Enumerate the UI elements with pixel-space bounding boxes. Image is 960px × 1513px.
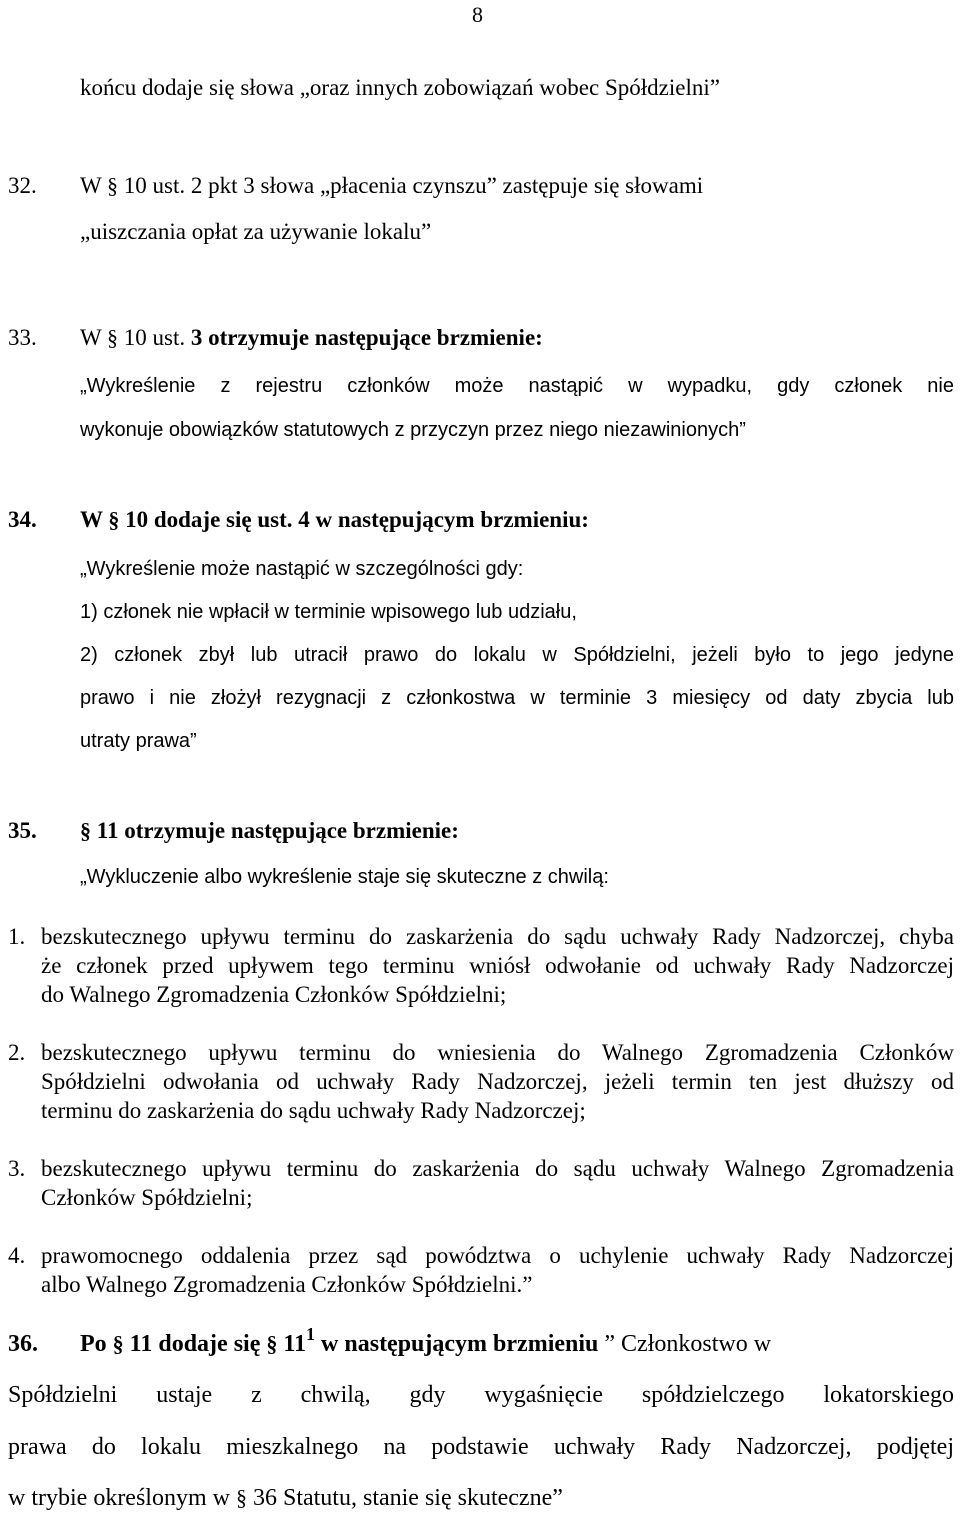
text-line: „Wykreślenie może nastąpić w szczególności gdy:	[80, 558, 524, 580]
section-sign: §	[266, 1331, 278, 1356]
text-line: 2) członek zbył lub utracił prawo do lokalu w Spółdzielni, jeżeli było to jego jedyne	[80, 644, 954, 666]
paragraph-number: 34.	[8, 507, 37, 532]
section-sign: §	[108, 507, 120, 532]
page-number: 8	[472, 2, 483, 27]
section-sign: §	[112, 1331, 124, 1356]
text-line: końcu dodaje się słowa „oraz innych zobowiązań wobec Spółdzielni”	[80, 75, 720, 100]
section-sign: §	[107, 325, 119, 350]
paragraph-35-heading: 35. § 11 otrzymuje następujące brzmienie:	[8, 818, 459, 843]
list-item-number: 4.	[8, 1243, 26, 1268]
text-line: prawa do lokalu mieszkalnego na podstawie uchwały Rady Nadzorczej, podjętej	[8, 1434, 954, 1460]
list-item-line: bezskutecznego upływu terminu do wniesienia do Walnego Zgromadzenia Członków	[41, 1040, 954, 1065]
text-line: prawo i nie złożył rezygnacji z członkostwa w terminie 3 miesięcy od daty zbycia lub	[80, 687, 954, 709]
text-line: „uiszczania opłat za używanie lokalu”	[80, 219, 432, 244]
text-line: „Wykreślenie z rejestru członków może nastąpić w wypadku, gdy członek nie	[80, 375, 954, 397]
text-line: „Wykluczenie albo wykreślenie staje się skuteczne z chwilą:	[80, 866, 609, 888]
text-line: utraty prawa”	[80, 730, 197, 752]
paragraph-36-heading: 36. Po § 11 dodaje się § $11^1$ w następującym brzmieniu ” Członkostwo w	[8, 1324, 772, 1357]
list-item-number: 1.	[8, 924, 26, 949]
list-item-number: 2.	[8, 1040, 26, 1065]
section-sign: §	[80, 818, 91, 843]
paragraph-32-heading: 32. W § 10 ust. 2 pkt 3 słowa „płacenia czynszu” zastępuje się słowami	[8, 173, 704, 198]
paragraph-number: 33.	[8, 325, 37, 350]
list-item-line: prawomocnego oddalenia przez sąd powództwa o uchylenie uchwały Rady Nadzorczej	[41, 1243, 954, 1268]
paragraph-33-heading: 33. W § 10 ust. 3 otrzymuje następujące brzmienie:	[8, 325, 543, 350]
superscript: 1	[306, 1324, 316, 1344]
paragraph-number: 36.	[8, 1331, 38, 1357]
list-item-number: 3.	[8, 1156, 26, 1181]
list-item-line: terminu do zaskarżenia do sądu uchwały Rady Nadzorczej;	[41, 1098, 586, 1123]
list-item-line: bezskutecznego upływu terminu do zaskarżenia do sądu uchwały Walnego Zgromadzenia	[41, 1156, 954, 1181]
text-line: w trybie określonym w § 36 Statutu, stanie się skuteczne”	[8, 1485, 563, 1511]
paragraph-number: 35.	[8, 818, 37, 843]
paragraph-number: 32.	[8, 173, 37, 198]
text-line: 1) członek nie wpłacił w terminie wpisowego lub udziału,	[80, 601, 577, 623]
section-sign: §	[107, 173, 119, 198]
text-line: Spółdzielni ustaje z chwilą, gdy wygaśnięcie spółdzielczego lokatorskiego	[8, 1382, 954, 1408]
text-line: wykonuje obowiązków statutowych z przyczyn przez niego niezawinionych”	[80, 419, 746, 441]
paragraph-34-heading: 34. W § 10 dodaje się ust. 4 w następującym brzmieniu:	[8, 507, 589, 532]
list-item-line: bezskutecznego upływu terminu do zaskarżenia do sądu uchwały Rady Nadzorczej, chyba	[41, 924, 954, 949]
list-item-line: że członek przed upływem tego terminu wniósł odwołanie od uchwały Rady Nadzorczej	[41, 953, 954, 978]
list-item-line: albo Walnego Zgromadzenia Członków Spółdzielni.”	[41, 1272, 533, 1297]
section-sign: §	[235, 1485, 247, 1510]
list-item-line: Członków Spółdzielni;	[41, 1185, 253, 1210]
list-item-line: do Walnego Zgromadzenia Członków Spółdzielni;	[41, 982, 507, 1007]
list-item-line: Spółdzielni odwołania od uchwały Rady Nadzorczej, jeżeli termin ten jest dłuższy od	[41, 1069, 954, 1094]
